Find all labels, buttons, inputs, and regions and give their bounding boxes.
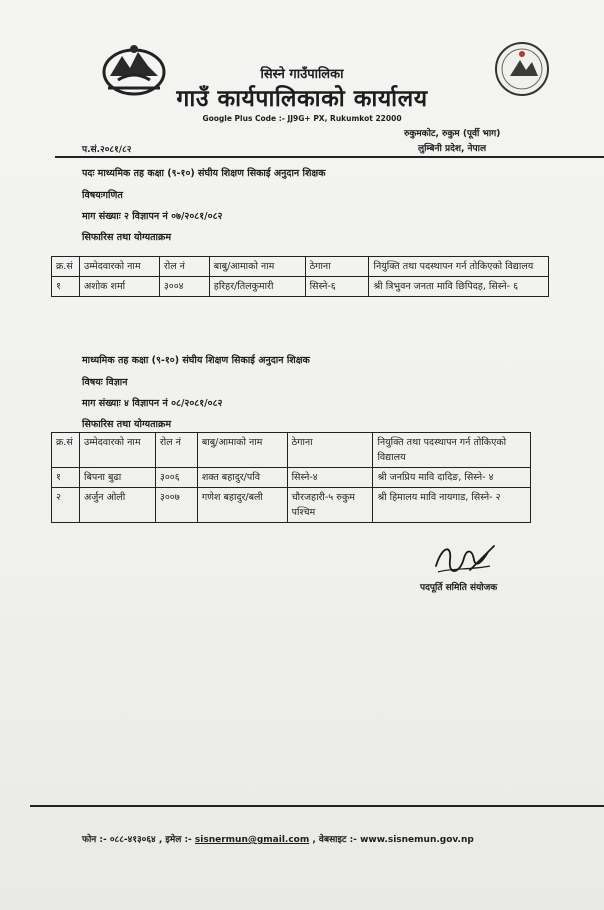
signature-title: पदपूर्ति समिति संयोजक (420, 583, 498, 593)
header-cell: क्र.सं (52, 433, 80, 468)
table-cell: श्री जनप्रिय मावि दादिङ, सिस्ने- ४ (373, 468, 531, 488)
footer-email-link[interactable]: sisnermun@gmail.com (194, 835, 310, 845)
signature-mark (430, 540, 500, 580)
table-cell: शक्त बहादुर/पवि (197, 468, 287, 488)
footer-phone-email-label: फोन :- ०८८-४१३०६४ , इमेल :- (82, 835, 195, 845)
section2-table (51, 432, 531, 523)
table-header-row (52, 257, 549, 277)
table-cell: चौरजहारी-५ रुकुम पश्चिम (287, 488, 373, 523)
section2-demand: माग संख्याः ४ विज्ञापन नं ०८/२०८१/०८२ (82, 398, 223, 409)
table-cell: अशोक शर्मा (79, 277, 159, 297)
section1-demand: माग संख्याः २ विज्ञापन नं ०७/२०८१/०८२ (82, 211, 223, 222)
table-cell: १ (52, 468, 80, 488)
footer-website-link[interactable]: www.sisnemun.gov.np (360, 835, 474, 845)
table-cell: बिपना बुढा (79, 468, 155, 488)
header-cell: बाबु/आमाको नाम (197, 433, 287, 468)
table-cell: ३००४ (159, 277, 209, 297)
section2-subject: विषयः विज्ञान (82, 377, 128, 388)
reference-number: प.सं.२०८१/८२ (82, 145, 132, 155)
table-cell: ३००६ (155, 468, 197, 488)
office-name-small: सिस्ने गाउँपालिका (260, 67, 344, 82)
table-header-row (52, 433, 531, 468)
table-cell: १ (52, 277, 80, 297)
header-cell: बाबु/आमाको नाम (209, 257, 305, 277)
table-cell: श्री त्रिभुवन जनता मावि छिपिदह, सिस्ने- ६ (369, 277, 549, 297)
section1-table (51, 256, 549, 297)
header-cell: उम्मेदवारको नाम (79, 433, 155, 468)
section2-recommend: सिफारिस तथा योग्यताक्रम (82, 419, 171, 430)
table-cell: सिस्ने-६ (305, 277, 369, 297)
footer-web-label: , वेबसाइट :- (309, 835, 361, 845)
footer-divider (30, 805, 604, 807)
table-cell: हरिहर/तिलकुमारी (209, 277, 305, 297)
table-cell: श्री हिमालय मावि नायगाड, सिस्ने- २ (373, 488, 531, 523)
section1-recommend: सिफारिस तथा योग्यताक्रम (82, 232, 171, 243)
header-cell: ठेगाना (305, 257, 369, 277)
table-row (52, 277, 549, 297)
table-cell: अर्जुन ओली (79, 488, 155, 523)
table-cell: ३००७ (155, 488, 197, 523)
section1-subject: विषयःगणित (82, 190, 123, 201)
header-cell: उम्मेदवारको नाम (79, 257, 159, 277)
table-row (52, 468, 531, 488)
section2-post: माध्यमिक तह कक्षा (९-१०) संघीय शिक्षण सिकाई अनुदान शिक्षक (82, 355, 310, 366)
address-line-2: लुम्बिनी प्रदेश, नेपाल (418, 144, 487, 154)
table-row (52, 488, 531, 523)
header-cell: नियुक्ति तथा पदस्थापन गर्न तोकिएको विद्यालय (373, 433, 531, 468)
header-cell: नियुक्ति तथा पदस्थापन गर्न तोकिएको विद्यालय (369, 257, 549, 277)
office-name-title: गाउँ कार्यपालिकाको कार्यालय (176, 86, 428, 112)
header-cell: ठेगाना (287, 433, 373, 468)
header-cell: क्र.सं (52, 257, 80, 277)
address-line-1: रुकुमकोट, रुकुम (पूर्वी भाग) (404, 129, 501, 139)
table-cell: गणेश बहादुर/बली (197, 488, 287, 523)
header-cell: रोल नं (159, 257, 209, 277)
header-divider (55, 156, 604, 158)
header-cell: रोल नं (155, 433, 197, 468)
section1-post: पदः माध्यमिक तह कक्षा (९-१०) संघीय शिक्षण सिकाई अनुदान शिक्षक (82, 168, 326, 179)
table-cell: २ (52, 488, 80, 523)
plus-code: Google Plus Code :- JJ9G+ PX, Rukumkot 22000 (202, 114, 402, 123)
table-cell: सिस्ने-४ (287, 468, 373, 488)
footer-contact (82, 832, 474, 845)
